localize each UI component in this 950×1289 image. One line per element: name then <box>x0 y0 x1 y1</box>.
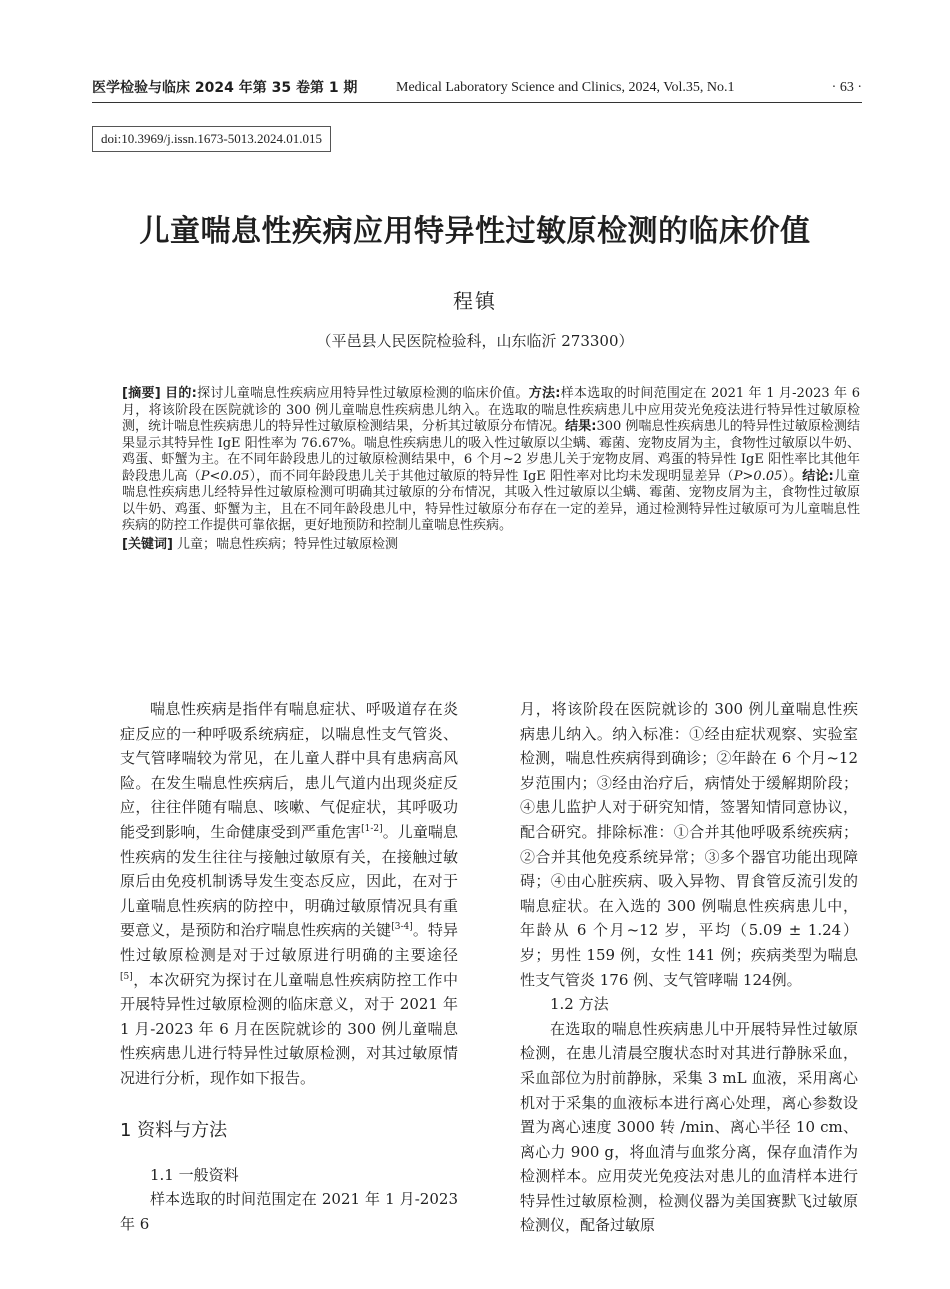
keywords-label: [关键词] <box>122 536 173 552</box>
intro-text-d: ，本次研究为探讨在儿童喘息性疾病防控工作中开展特异性过敏原检测的临床意义，对于 2021 年 1 月-2023 年 6 月在医院就诊的 300 例儿童喘息性疾病患儿进行特异性过敏原检测，对其过敏原情况进行分析，现作如下报告。 <box>120 970 458 1087</box>
author: 程镇 <box>453 289 497 313</box>
results-label: 结果: <box>565 419 597 434</box>
subsection-heading-1-2: 1.2 方法 <box>550 995 609 1014</box>
general-info-paragraph-start: 样本选取的时间范围定在 2021 年 1 月-2023 年 6 <box>120 1190 458 1233</box>
header-rule <box>92 102 862 103</box>
intro-paragraph <box>120 697 458 1091</box>
methods-paragraph: 在选取的喘息性疾病患儿中开展特异性过敏原检测，在患儿清晨空腹状态时对其进行静脉采血，采血部位为肘前静脉，采集 3 mL 血液，采用离心机对于采集的血液标本进行离心处理，离心参数设置为离心速度 3000 转 /min、离心半径 10 cm、离心力 900 g，将血清与血浆分离，保存血清作为检测样本。应用荧光免疫法对患儿的血清样本进行特异性过敏原检测，检测仪器为美国赛默飞过敏原检测仪，配备过敏原 <box>520 1019 858 1235</box>
conclusion-text: 儿童喘息性疾病患儿经特异性过敏原检测可明确其过敏原的分布情况，其吸入性过敏原以尘螨、霉菌、宠物皮屑为主，食物性过敏原以牛奶、鸡蛋、虾蟹为主，且在不同年龄段患儿中，特异性过敏原分布存在一定的差异，通过检测特异性过敏原可为儿童喘息性疾病的防控工作提供可靠依据，更好地预防和控制儿童喘息性疾病。 <box>122 468 860 533</box>
page-number: · 63 · <box>831 80 862 95</box>
abstract <box>122 386 860 553</box>
abstract-body <box>122 386 860 535</box>
intro-text-c: 。特异性过敏原检测是对于过敏原进行明确的主要途径 <box>120 921 458 964</box>
intro-text-a: 喘息性疾病是指伴有喘息症状、呼吸道存在炎症反应的一种呼吸系统病症，以喘息性支气管炎、支气管哮喘较为常见，在儿童人群中具有患病高风险。在发生喘息性疾病后，患儿气道内出现炎症反应，往往伴随有喘息、咳嗽、气促症状，其呼吸功能受到影响，生命健康受到严重危害 <box>120 700 458 841</box>
doi-box: doi:10.3969/j.issn.1673-5013.2024.01.015 <box>92 126 331 152</box>
journal-name-en: Medical Laboratory Science and Clinics, 2024, Vol.35, No.1 <box>396 80 735 95</box>
citation-2: [3-4] <box>391 922 413 933</box>
subsection-heading-1-1: 1.1 一般资料 <box>150 1165 239 1184</box>
results-text-c: ）。 <box>782 468 803 484</box>
article-title: 儿童喘息性疾病应用特异性过敏原检测的临床价值 <box>139 214 811 249</box>
citation-3: [5] <box>120 971 133 982</box>
general-info-paragraph-cont: 月，将该阶段在医院就诊的 300 例儿童喘息性疾病患儿纳入。纳入标准：①经由症状观察、实验室检测，喘息性疾病得到确诊；②年龄在 6 个月~12 岁范围内；③经由治疗后，病情处于缓解期阶段；④患儿监护人对于研究知情，签署知情同意协议，配合研究。排除标准：①合并其他呼吸系统疾病；②合并其他免疫系统异常；③多个器官功能出现障碍；④由心脏疾病、吸入异物、胃食管反流引发的喘息症状。在入选的 300 例喘息性疾病患儿中，年龄从 6 个月~12 岁，平均（5.09 ± 1.24）岁；男性 159 例，女性 141 例；疾病类型为喘息性支气管炎 176 例、支气管哮喘 124例。 <box>520 700 858 989</box>
affiliation: （平邑县人民医院检验科，山东临沂 273300） <box>316 332 634 350</box>
p-value-1: P<0.05 <box>200 468 250 484</box>
keywords-text: 儿童；喘息性疾病；特异性过敏原检测 <box>177 536 399 552</box>
running-header <box>92 78 862 100</box>
keywords <box>122 537 860 554</box>
results-text-b: ），而不同年龄段患儿关于其他过敏原的特异性 IgE 阳性率对比均未发现明显差异（ <box>249 468 734 484</box>
abstract-label: [摘要] <box>122 386 161 401</box>
citation-1: [1-2] <box>361 823 383 834</box>
results-text-a: 300 例喘息性疾病患儿的特异性过敏原检测结果显示其特异性 IgE 阳性率为 76.67%。喘息性疾病患儿的吸入性过敏原以尘螨、霉菌、宠物皮屑为主，食物性过敏原以牛奶、鸡蛋、虾蟹为主。在不同年龄段患儿的过敏原检测结果中，6 个月~2 岁患儿关于宠物皮屑、鸡蛋的特异性 IgE 阳性率比其他年龄段患儿高（ <box>122 419 860 484</box>
section-heading-1: 1 资料与方法 <box>120 1119 228 1141</box>
objective-label: 目的: <box>165 386 197 401</box>
objective-text: 探讨儿童喘息性疾病应用特异性过敏原检测的临床价值。 <box>196 386 529 401</box>
journal-name-cn: 医学检验与临床 2024 年第 35 卷第 1 期 <box>92 80 358 96</box>
methods-text: 样本选取的时间范围定在 2021 年 1 月-2023 年 6 月，将该阶段在医院就诊的 300 例儿童喘息性疾病患儿纳入。在选取的喘息性疾病患儿中应用荧光免疫法进行特异性过敏原检测，统计喘息性疾病患儿的特异性过敏原检测结果，分析其过敏原分布情况。 <box>122 386 860 434</box>
p-value-2: P>0.05 <box>733 468 783 484</box>
methods-label: 方法: <box>528 386 561 401</box>
body-column-left <box>120 697 458 1236</box>
intro-text-b: 。儿童喘息性疾病的发生往往与接触过敏原有关，在接触过敏原后由免疫机制诱导发生变态反应，因此，在对于儿童喘息性疾病的防控中，明确过敏原情况具有重要意义，是预防和治疗喘息性疾病的关键 <box>120 822 458 940</box>
conclusion-label: 结论: <box>802 468 834 484</box>
body-column-right <box>520 697 858 1238</box>
